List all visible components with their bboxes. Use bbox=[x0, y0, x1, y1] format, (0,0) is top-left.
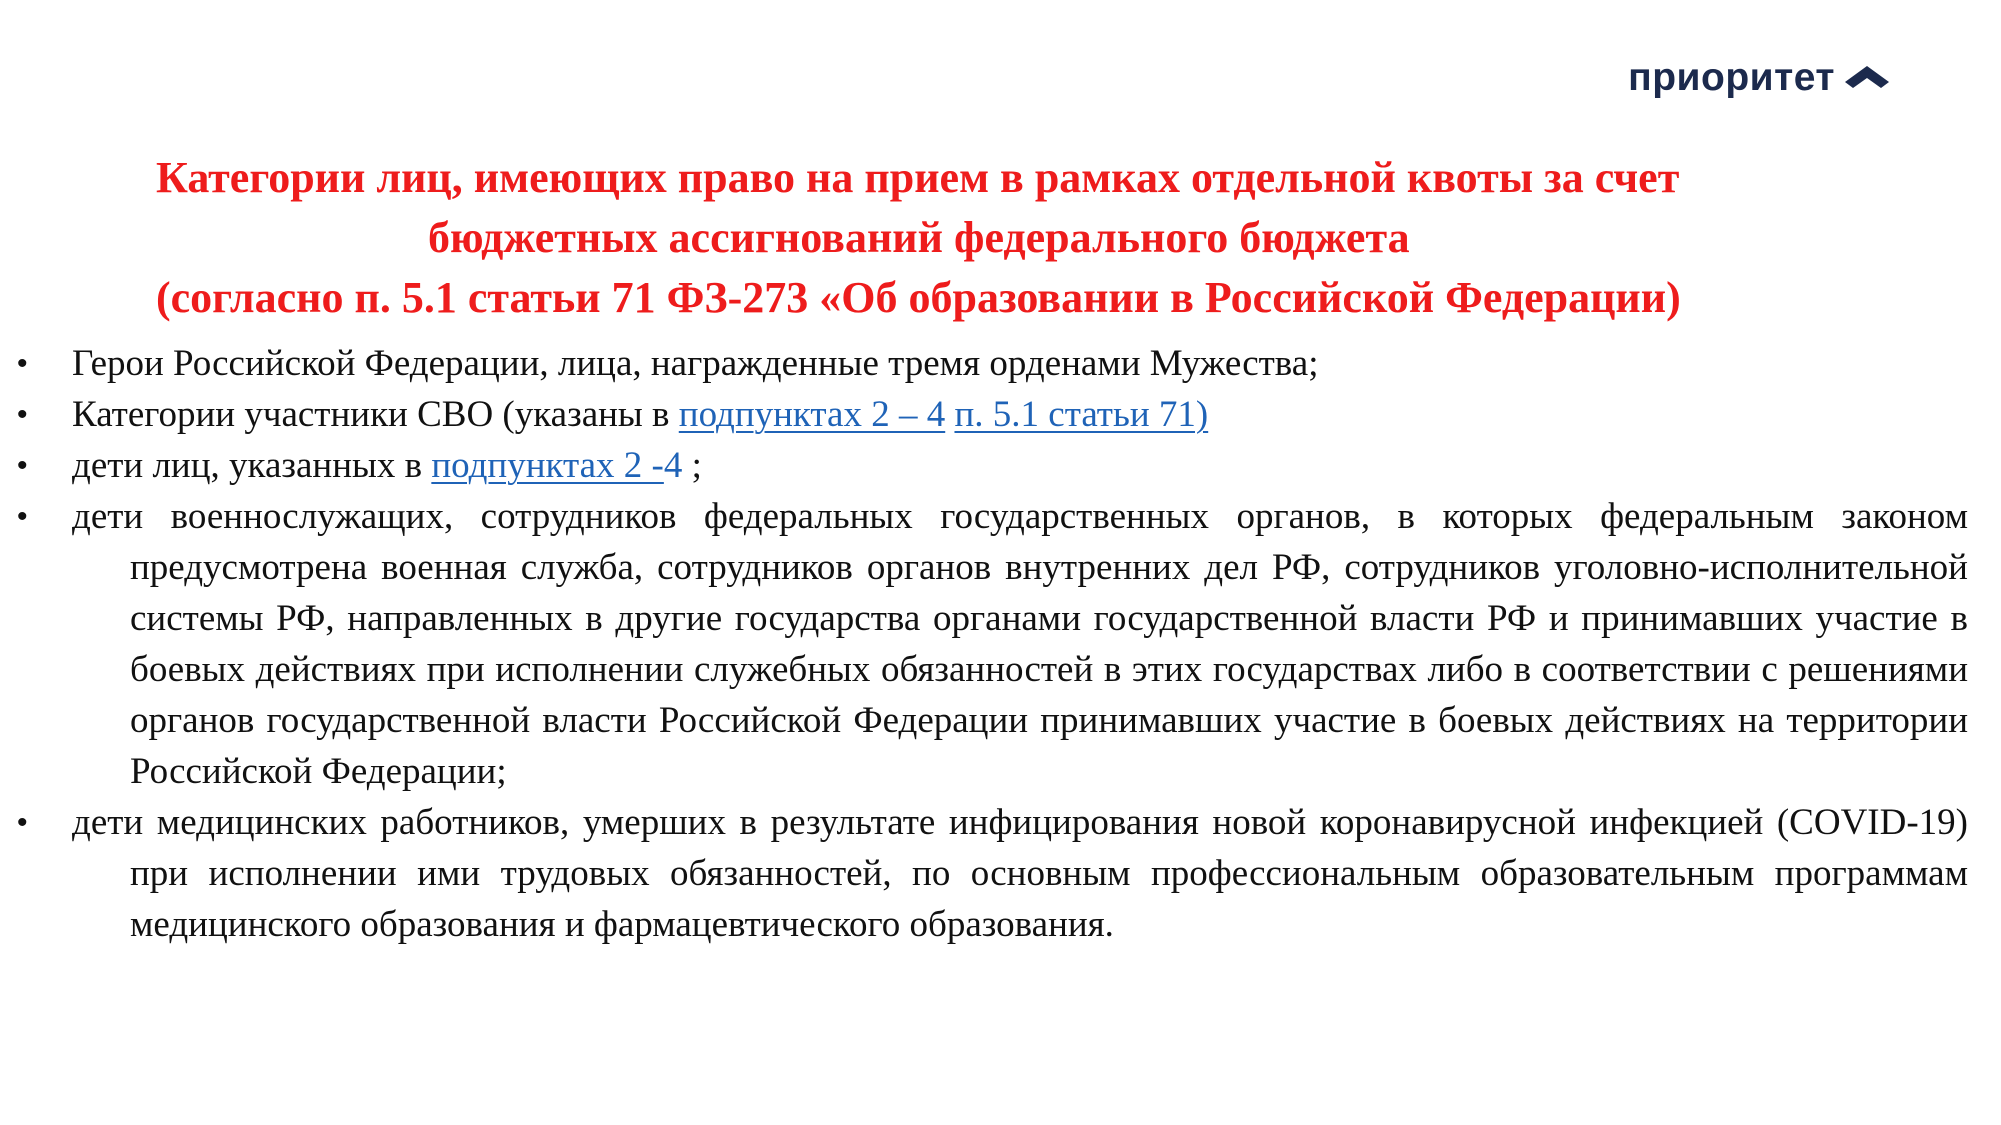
subitems-2-4-link[interactable]: подпунктах 2 – 4 bbox=[678, 394, 946, 435]
bullet-icon: • bbox=[17, 500, 28, 533]
list-item-text: дети лиц, указанных в bbox=[72, 445, 432, 486]
category-list bbox=[0, 338, 1968, 950]
chevron-roof-icon bbox=[1845, 66, 1889, 90]
title-line-2: бюджетных ассигнований федерального бюджета bbox=[428, 213, 1410, 262]
list-item-svo bbox=[0, 389, 1968, 440]
list-item-heroes bbox=[0, 338, 1968, 389]
list-item-children-of-svo bbox=[0, 440, 1968, 491]
list-item-suffix: ; bbox=[682, 445, 702, 486]
list-item-text: дети военнослужащих, сотрудников федеральных государственных органов, в которых федеральным законом предусмотрена военная служба, сотрудников органов внутренних дел РФ, сотрудников уголовно-исполнительной системы РФ, направленных в другие государства органами государственной власти РФ и принимавших участие в боевых действиях при исполнении служебных обязанностей в этих государствах либо в соответствии с решениями органов государственной власти Российской Федерации принимавших участие в боевых действиях на территории Российской Федерации; bbox=[72, 496, 1968, 792]
page-title bbox=[0, 148, 2001, 328]
article-71-link[interactable]: п. 5.1 статьи 71) bbox=[954, 394, 1209, 435]
link-tail: 4 bbox=[663, 445, 683, 486]
bullet-icon: • bbox=[17, 398, 28, 431]
list-item-children-of-medics bbox=[0, 797, 1968, 950]
logo-text: приоритет bbox=[1628, 56, 1835, 99]
title-line-1: Категории лиц, имеющих право на прием в рамках отдельной квоты за счет bbox=[156, 153, 1680, 202]
bullet-icon: • bbox=[17, 449, 28, 482]
subitems-2-4-link[interactable]: подпунктах 2 - bbox=[431, 445, 664, 486]
brand-logo bbox=[1628, 58, 1889, 97]
list-item-text: Категории участники СВО (указаны в bbox=[72, 394, 679, 435]
list-item-text: дети медицинских работников, умерших в результате инфицирования новой коронавирусной инфекцией (COVID-19) при исполнении ими трудовых обязанностей, по основным профессиональным образовательным программам медицинского образования и фармацевтического образования. bbox=[72, 802, 1968, 945]
bullet-icon: • bbox=[17, 806, 28, 839]
title-line-3: (согласно п. 5.1 статьи 71 ФЗ-273 «Об образовании в Российской Федерации) bbox=[156, 273, 1681, 322]
bullet-icon: • bbox=[17, 347, 28, 380]
list-item-children-of-servicemen bbox=[0, 491, 1968, 797]
list-item-text: Герои Российской Федерации, лица, награжденные тремя орденами Мужества; bbox=[72, 343, 1319, 384]
